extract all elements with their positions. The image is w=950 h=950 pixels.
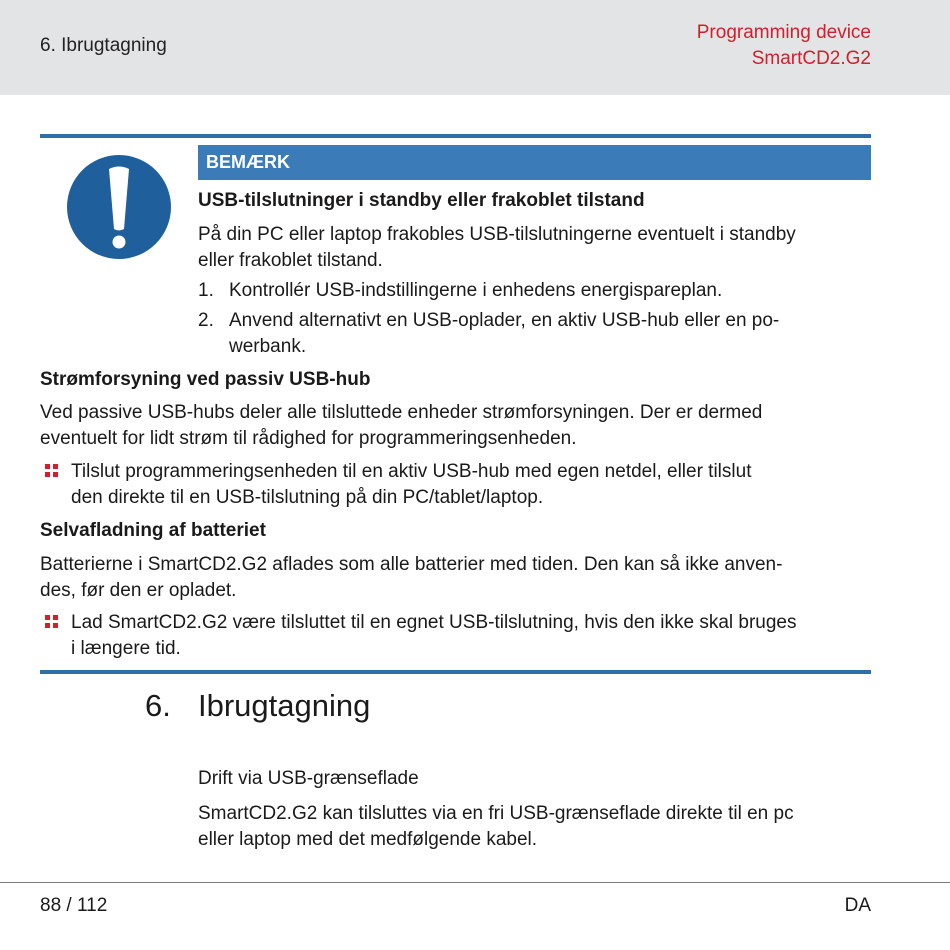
passive-hub-action-line1: Tilslut programmeringsenheden til en aktiv USB-hub med egen netdel, eller tilslut xyxy=(71,461,752,482)
chapter-body-line2: eller laptop med det medfølgende kabel. xyxy=(198,829,538,850)
action-bullet-icon xyxy=(45,615,59,629)
exclamation-icon xyxy=(63,151,175,263)
page-number: 88 / 112 xyxy=(40,895,108,916)
passive-hub-body-line1: Ved passive USB-hubs deler alle tilsluttede enheder strømforsyningen. Der er dermed xyxy=(40,402,763,423)
step-number: 2. xyxy=(198,310,214,331)
passive-hub-action-line2: den direkte til en USB-tilslutning på din PC/tablet/laptop. xyxy=(71,487,544,508)
battery-action-line2: i længere tid. xyxy=(71,638,181,659)
passive-hub-body-line2: eventuelt for lidt strøm til rådighed for programmeringsenheden. xyxy=(40,428,577,449)
language-code: DA xyxy=(844,895,871,916)
battery-heading: Selvafladning af batteriet xyxy=(40,520,266,541)
step-text-continued: werbank. xyxy=(229,336,307,357)
header-product-line1: Programming device xyxy=(696,22,871,43)
chapter-subheading: Drift via USB-grænseflade xyxy=(198,768,419,789)
header-section-title: 6. Ibrugtagning xyxy=(40,35,167,56)
header-product-line2: SmartCD2.G2 xyxy=(751,48,871,69)
step-number: 1. xyxy=(198,280,214,301)
footer-divider xyxy=(0,882,950,883)
battery-action-line1: Lad SmartCD2.G2 være tilsluttet til en egnet USB-tilslutning, hvis den ikke skal bruges xyxy=(71,612,797,633)
step-text: Kontrollér USB-indstillingerne i enhedens energispareplan. xyxy=(229,280,723,301)
notice-top-rule xyxy=(40,134,871,138)
chapter-title: Ibrugtagning xyxy=(198,688,371,723)
notice-bottom-rule xyxy=(40,670,871,674)
chapter-body-line1: SmartCD2.G2 kan tilsluttes via en fri USB-grænseflade direkte til en pc xyxy=(198,803,794,824)
action-bullet-icon xyxy=(45,464,59,478)
notice-label: BEMÆRK xyxy=(198,145,871,180)
step-text: Anvend alternativt en USB-oplader, en aktiv USB-hub eller en po- xyxy=(229,310,780,331)
chapter-number: 6. xyxy=(145,688,171,723)
battery-body-line1: Batterierne i SmartCD2.G2 aflades som alle batterier med tiden. Den kan så ikke anven- xyxy=(40,554,783,575)
notice-heading: USB-tilslutninger i standby eller frakoblet tilstand xyxy=(198,190,645,211)
page-header xyxy=(0,0,950,95)
header-product xyxy=(697,20,871,72)
notice-body-line2: eller frakoblet tilstand. xyxy=(198,250,383,271)
notice-body-line1: På din PC eller laptop frakobles USB-tilslutningerne eventuelt i standby xyxy=(198,224,796,245)
passive-hub-heading: Strømforsyning ved passiv USB-hub xyxy=(40,369,371,390)
battery-body-line2: des, før den er opladet. xyxy=(40,580,237,601)
